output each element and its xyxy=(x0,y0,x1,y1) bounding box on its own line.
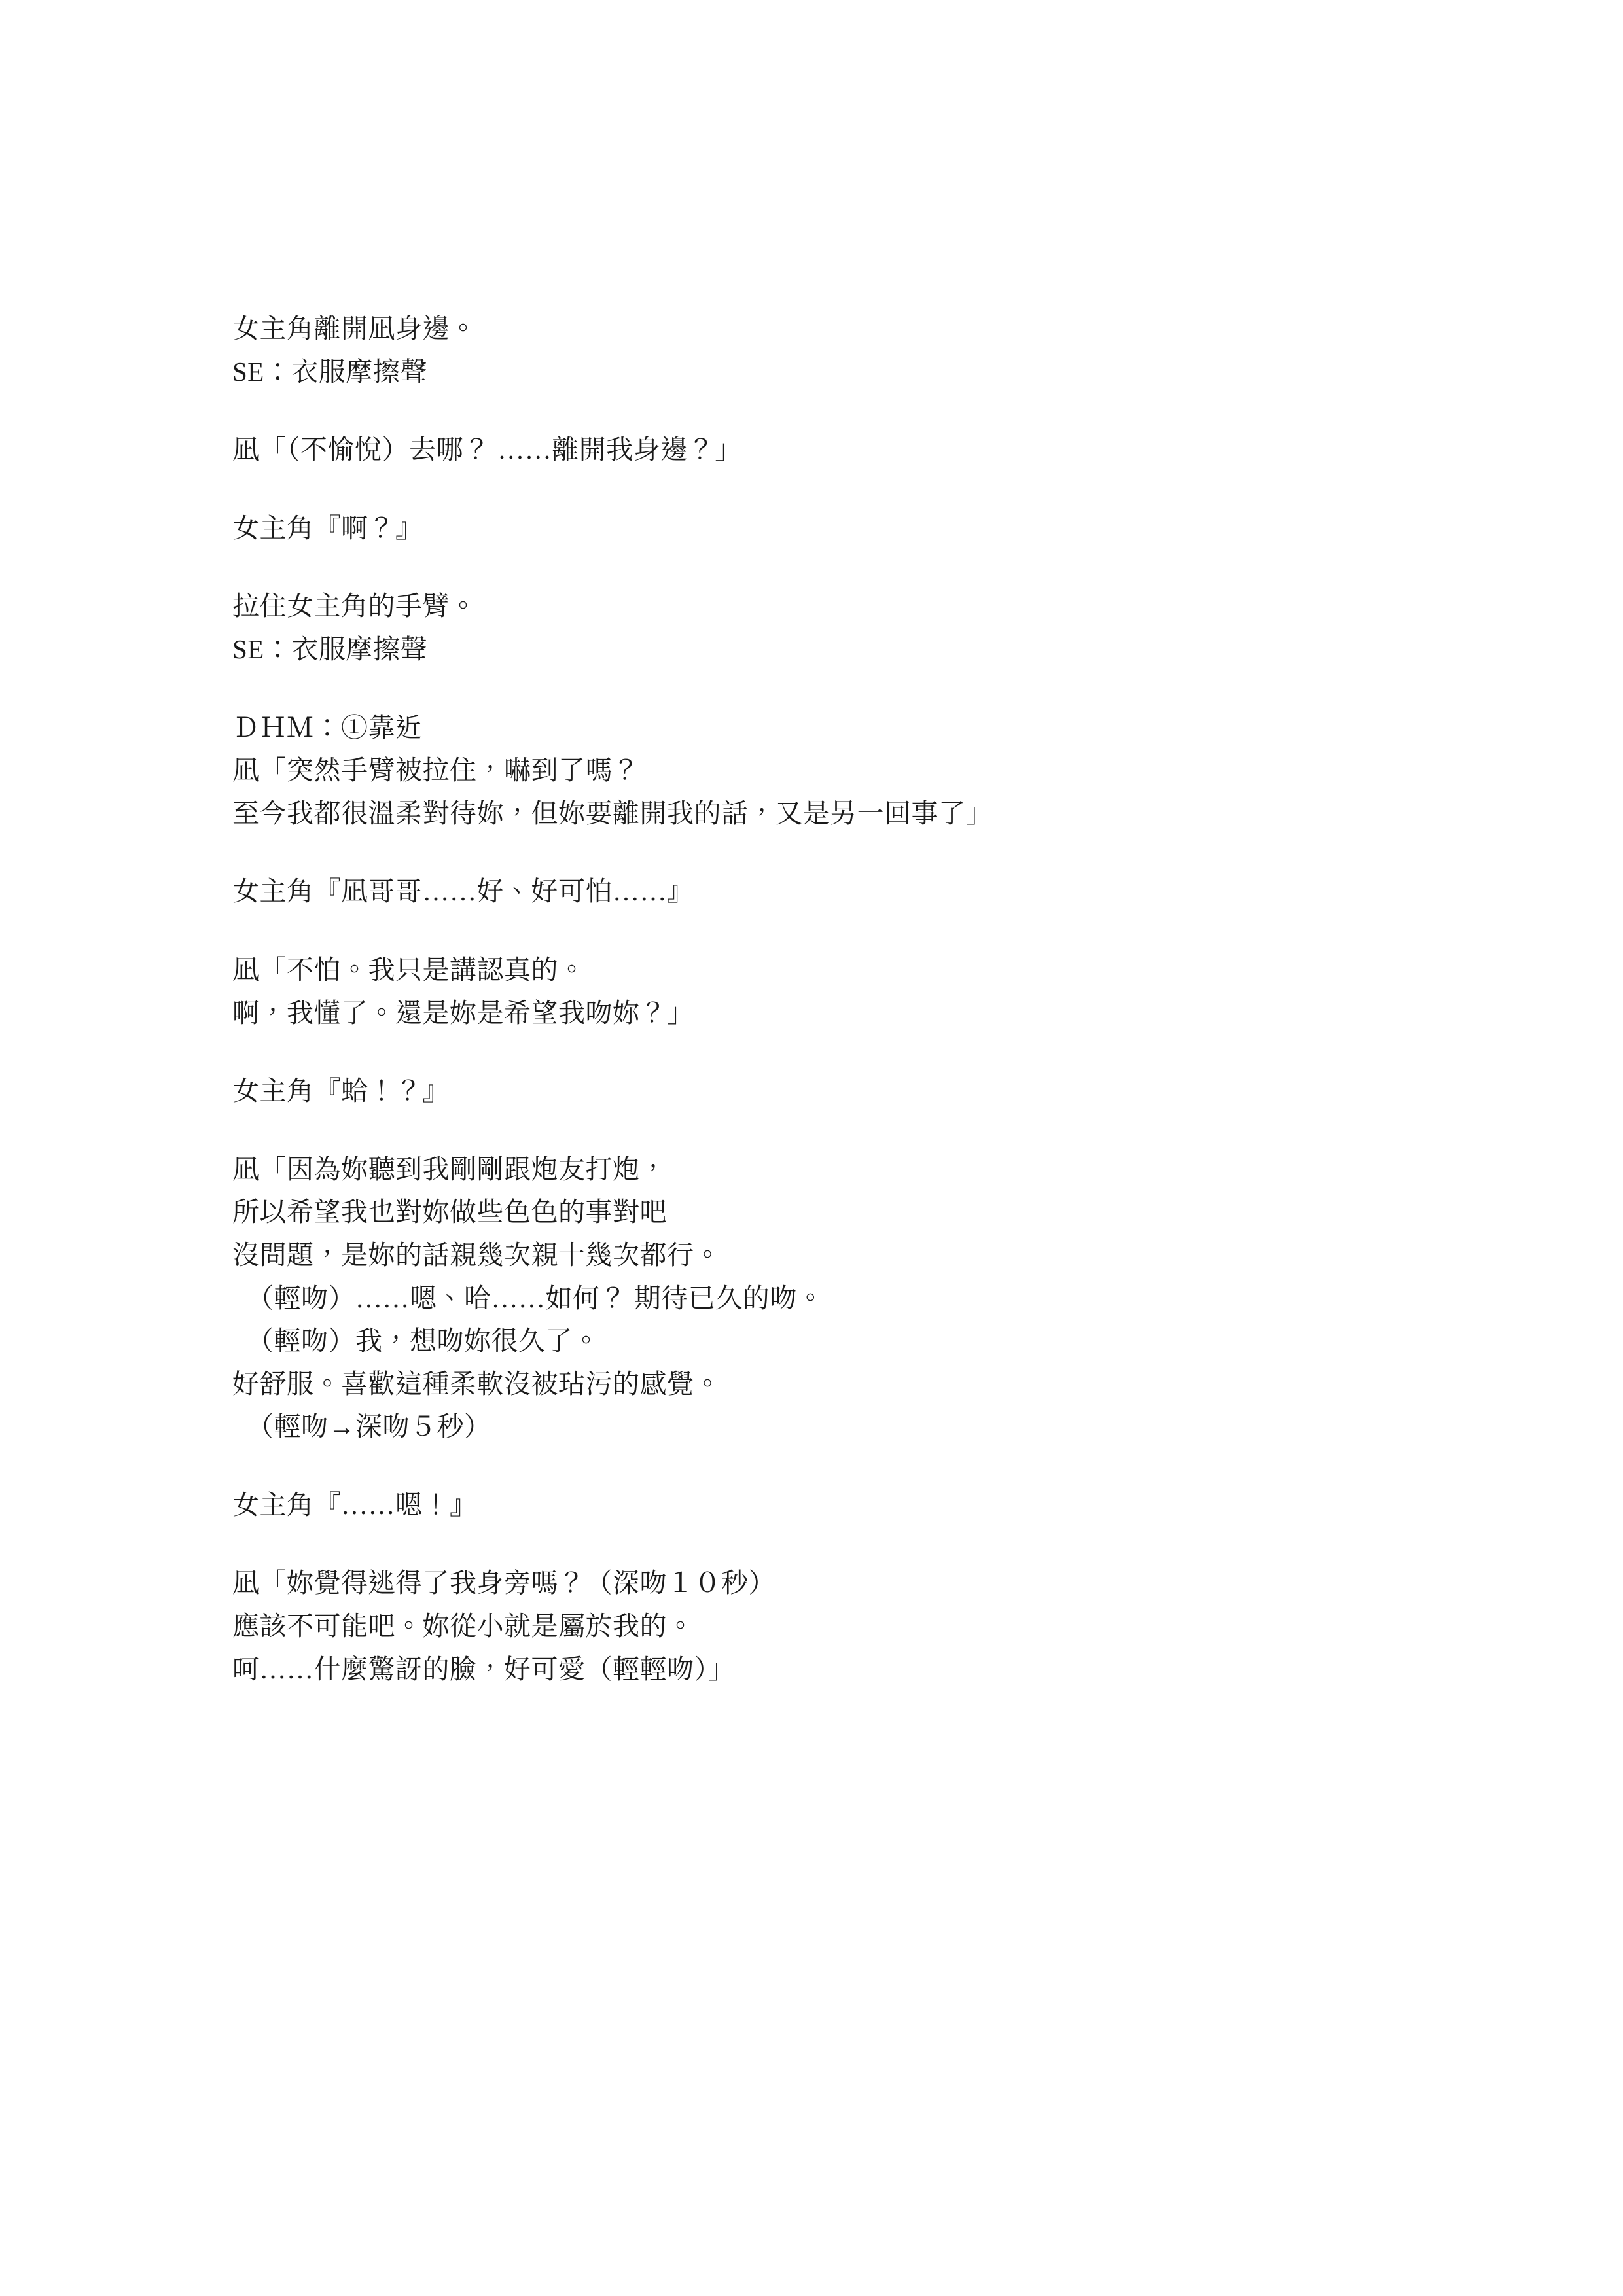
script-line: 女主角『凪哥哥……好、好可怕……』 xyxy=(232,876,694,907)
script-line: 好舒服。喜歡這種柔軟沒被玷污的感覺。 xyxy=(232,1368,721,1399)
script-line: ＤＨＭ：①靠近 xyxy=(232,712,423,743)
script-line: 女主角離開凪身邊。 xyxy=(232,313,477,344)
script-line: 所以希望我也對妳做些色色的事對吧 xyxy=(232,1197,667,1227)
script-block xyxy=(232,870,1387,913)
script-line: （輕吻→深吻５秒） xyxy=(247,1411,491,1442)
script-line: 應該不可能吧。妳從小就是屬於我的。 xyxy=(232,1611,694,1642)
script-line: SE：衣服摩擦聲 xyxy=(232,633,427,664)
script-block xyxy=(232,1070,1387,1113)
script-block xyxy=(232,308,1387,393)
script-block xyxy=(232,1148,1387,1449)
script-line: 女主角『蛤！？』 xyxy=(232,1076,450,1106)
script-line: 凪「妳覺得逃得了我身旁嗎？（深吻１０秒） xyxy=(232,1568,776,1598)
script-block xyxy=(232,949,1387,1034)
script-line: 女主角『……嗯！』 xyxy=(232,1489,477,1520)
script-line: （輕吻）……嗯、哈……如何？ 期待已久的吻。 xyxy=(247,1282,825,1313)
script-line: 拉住女主角的手臂。 xyxy=(232,591,477,622)
script-block xyxy=(232,429,1387,472)
script-block xyxy=(232,707,1387,836)
script-line: 至今我都很溫柔對待妳，但妳要離開我的話，又是另一回事了」 xyxy=(232,798,993,828)
script-line: 女主角『啊？』 xyxy=(232,512,423,543)
script-line: 凪「因為妳聽到我剛剛跟炮友打炮， xyxy=(232,1154,667,1184)
script-line: 啊，我懂了。還是妳是希望我吻妳？」 xyxy=(232,997,694,1028)
script-block xyxy=(232,1562,1387,1691)
script-line: 凪「突然手臂被拉住，嚇到了嗎？ xyxy=(232,755,640,786)
script-line: SE：衣服摩擦聲 xyxy=(232,356,427,387)
script-line: 沒問題，是妳的話親幾次親十幾次都行。 xyxy=(232,1239,721,1270)
script-line: 凪「（不愉悅）去哪？ ……離開我身邊？」 xyxy=(232,434,742,465)
script-line: （輕吻）我，想吻妳很久了。 xyxy=(247,1326,600,1356)
document-body xyxy=(232,308,1387,1691)
script-line: 凪「不怕。我只是講認真的。 xyxy=(232,954,586,985)
script-block xyxy=(232,507,1387,550)
script-line: 呵……什麼驚訝的臉，好可愛（輕輕吻）」 xyxy=(232,1653,735,1684)
script-block xyxy=(232,585,1387,671)
script-block xyxy=(232,1484,1387,1527)
